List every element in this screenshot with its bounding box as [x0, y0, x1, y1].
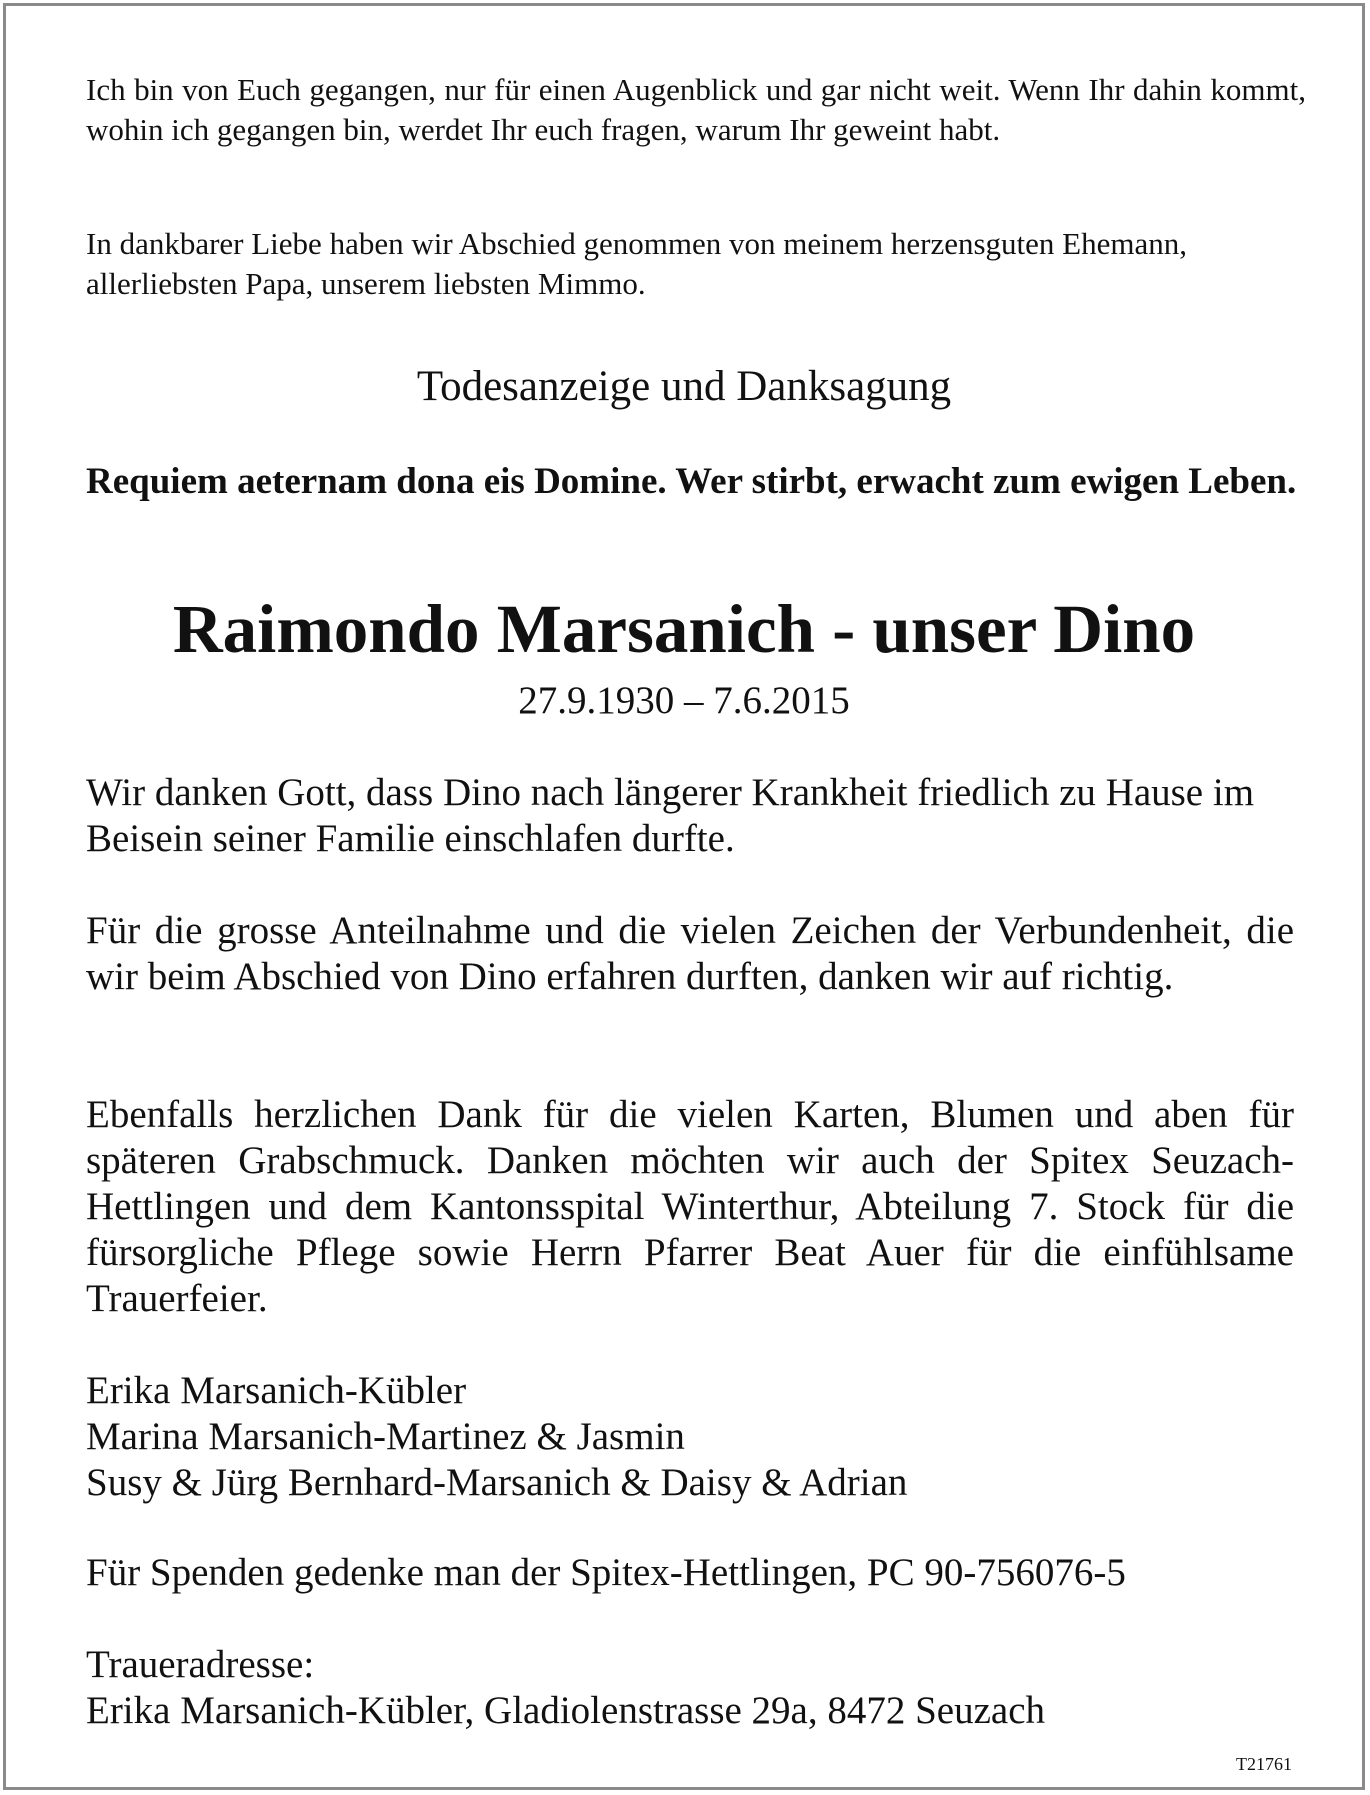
deceased-dates: 27.9.1930 – 7.6.2015	[518, 679, 850, 722]
family-member: Susy & Jürg Bernhard-Marsanich & Daisy & Adrian	[86, 1461, 908, 1504]
body-paragraph-1: Wir danken Gott, dass Dino nach längerer Krankheit friedlich zu Hause im Beisein seiner Familie einschlafen durfte.	[86, 771, 1255, 860]
requiem-quote: Requiem aeternam dona eis Domine. Wer stirbt, erwacht zum ewigen Leben.	[86, 461, 1297, 502]
reference-code: T21761	[1236, 1754, 1292, 1774]
family-member: Marina Marsanich-Martinez & Jasmin	[86, 1415, 685, 1458]
address-label: Traueradresse:	[86, 1643, 315, 1686]
deceased-name: Raimondo Marsanich - unser Dino	[172, 591, 1196, 667]
body-paragraph-2: Für die grosse Anteilnahme und die vielen Zeichen der Verbundenheit, die wir beim Abschied von Dino erfahren durften, danken wir auf richtig.	[86, 909, 1294, 998]
family-member: Erika Marsanich-Kübler	[86, 1369, 467, 1412]
donation-note: Für Spenden gedenke man der Spitex-Hettlingen, PC 90-756076-5	[86, 1551, 1126, 1594]
intro-farewell: In dankbarer Liebe haben wir Abschied genommen von meinem herzensguten Ehemann, allerliebsten Papa, unserem liebsten Mimmo.	[86, 226, 1187, 301]
notice-heading: Todesanzeige und Danksagung	[416, 363, 952, 410]
address-value: Erika Marsanich-Kübler, Gladiolenstrasse 29a, 8472 Seuzach	[86, 1689, 1046, 1732]
intro-poem: Ich bin von Euch gegangen, nur für einen Augenblick und gar nicht weit. Wenn Ihr dahin kommt, wohin ich gegangen bin, werdet Ihr euch fragen, warum Ihr geweint habt.	[86, 72, 1306, 147]
body-paragraph-3: Ebenfalls herzlichen Dank für die vielen Karten, Blumen und aben für späteren Grabschmuck. Danken möchten wir auch der Spitex Seuzach-Hettlingen und dem Kantonsspital Winterthur, Abteilung 7. Stock für die fürsorgliche Pflege sowie Herrn Pfarrer Beat Auer für die einfühlsame Trauerfeier.	[86, 1093, 1294, 1320]
obituary-notice	[3, 3, 1365, 1790]
